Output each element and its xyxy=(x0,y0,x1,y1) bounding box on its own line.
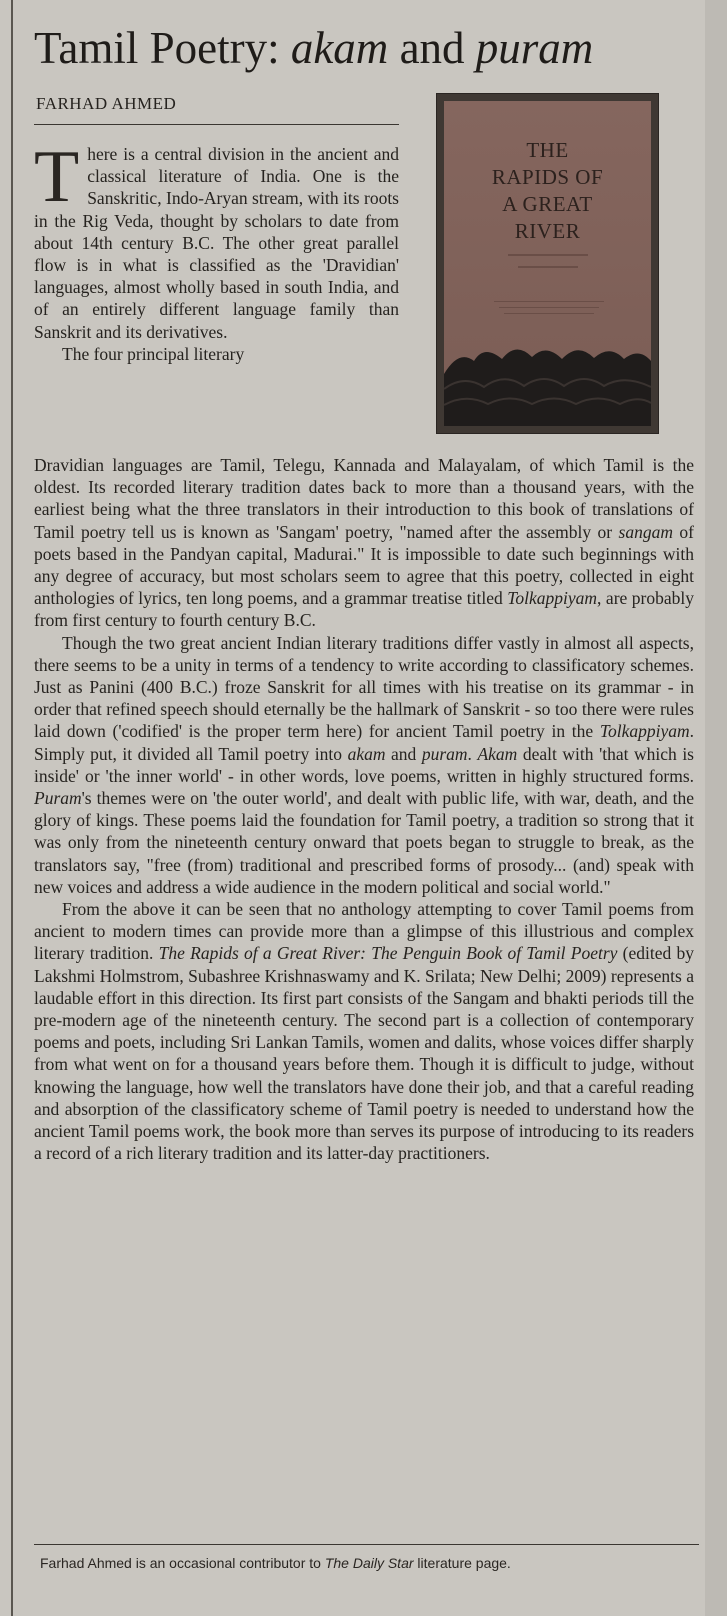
article-body xyxy=(34,454,694,1165)
book-cover-title: THE RAPIDS OF A GREAT RIVER xyxy=(491,138,604,243)
paragraph-3: Though the two great ancient Indian literary traditions differ vastly in almost all aspects, there seems to be a unity in terms of a tendency to write according to classificatory schemes. Just as Panini (400 B.C.) froze Sanskrit for all times with his treatise on its grammar - in order that refined speech should eternally be the hallmark of Sanskrit - so too there were rules laid down ('codified' is the proper term here) for ancient Tamil poetry in the Tolkappiyam. Simply put, it divided all Tamil poetry into akam and puram. Akam dealt with 'that which is inside' or 'the inner world' - in other words, love poems, written in highly structured forms. Puram's themes were on 'the outer world', and dealt with public life, with war, death, and the glory of kings. These poems laid the foundation for Tamil poetry, a tradition so strong that it was only from the nineteenth century onward that poets began to struggle to break, as the translators say, "free (from) traditional and prescribed forms of prosody... (and) speak with new voices and address a wide audience in the modern political and social world." xyxy=(34,632,694,897)
cover-subtitle-line xyxy=(518,266,578,268)
drop-cap: T xyxy=(34,136,80,218)
cover-editor-line xyxy=(494,301,604,302)
paragraph-2: Dravidian languages are Tamil, Telegu, Kannada and Malayalam, of which Tamil is the oldest. Its recorded literary tradition dates back to more than a thousand years, with the earliest being what the three translators in their introduction to this book of translations of Tamil poetry tell us is known as 'Sangam' poetry, "named after the assembly or sangam of poets based in the Pandyan capital, Madurai." It is impossible to date such beginnings with any degree of accuracy, but most scholars seem to agree that this poetry, collected in eight anthologies of lyrics, ten long poems, and a grammar treatise titled Tolkappiyam, are probably from first century to fourth century B.C. xyxy=(34,455,694,631)
column-rule xyxy=(11,0,13,1616)
cover-editor-line xyxy=(499,307,599,308)
paragraph-1: There is a central division in the ancient and classical literature of India. One is the Sanskritic, Indo-Aryan stream, with its roots in the Rig Veda, thought by scholars to date from about 14th century B.C. The other great parallel flow is in what is classified as the 'Dravidian' languages, almost wholly based in south India, and of an entirely different language family than Sanskrit and its derivatives. xyxy=(34,136,399,342)
cover-editor-line xyxy=(504,313,594,314)
article-headline: Tamil Poetry: akam and puram xyxy=(34,23,594,73)
book-cover-image xyxy=(436,93,659,434)
author-note: Farhad Ahmed is an occasional contributor to The Daily Star literature page. xyxy=(40,1555,511,1571)
byline: FARHAD AHMED xyxy=(36,94,177,113)
footer-divider xyxy=(34,1544,699,1545)
book-cover-face xyxy=(444,101,651,426)
cover-wave-illustration xyxy=(444,339,651,426)
cover-subtitle-line xyxy=(508,254,588,256)
byline-divider xyxy=(34,124,399,125)
paragraph-2-start: The four principal literary xyxy=(62,343,245,364)
article-intro-column xyxy=(34,136,399,365)
paragraph-4: From the above it can be seen that no anthology attempting to cover Tamil poems from ancient to modern times can provide more than a glimpse of this illustrious and complex literary tradition. The Rapids of a Great River: The Penguin Book of Tamil Poetry (edited by Lakshmi Holmstrom, Subashree Krishnaswamy and K. Srilata; New Delhi; 2009) represents a laudable effort in this direction. Its first part consists of the Sangam and bhakti periods till the pre-modern age of the nineteenth century. The second part is a collection of contemporary poems and poets, including Sri Lankan Tamils, women and dalits, whose voices differ sharply from what went on for a thousand years before them. Though it is difficult to judge, without knowing the language, how well the translators have done their job, and that a careful reading and absorption of the classificatory scheme of Tamil poetry is needed to understand how the ancient Tamil poems work, the book more than serves its purpose of introducing to its readers a record of a rich literary tradition and its latter-day practitioners. xyxy=(34,899,694,1164)
adjacent-column-edge xyxy=(705,0,727,1616)
